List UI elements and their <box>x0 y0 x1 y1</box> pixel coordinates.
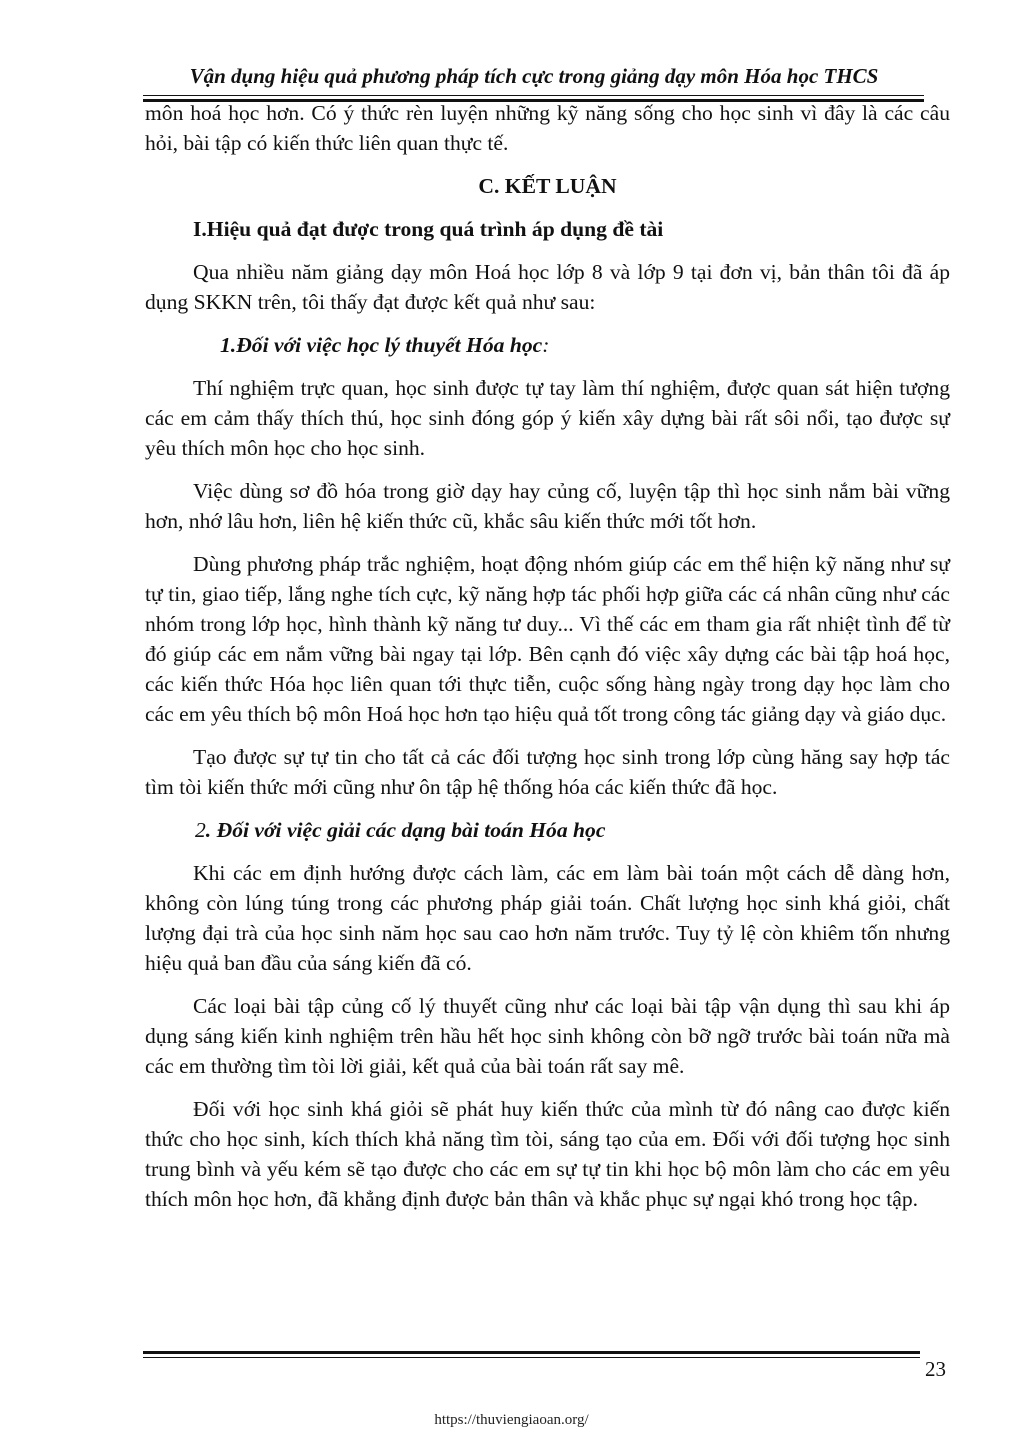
continuation-paragraph: môn hoá học hơn. Có ý thức rèn luyện những kỹ năng sống cho học sinh vì đây là các câu hỏi, bài tập có kiến thức liên quan thực tế. <box>145 101 950 155</box>
footer-rule-thick <box>143 1351 920 1354</box>
subheading-problems-text: . Đối với việc giải các dạng bài toán Hóa học <box>205 818 606 842</box>
intro-paragraph: Qua nhiều năm giảng dạy môn Hoá học lớp 8 và lớp 9 tại đơn vị, bản thân tôi đã áp dụng SKKN trên, tôi thấy đạt được kết quả như sau: <box>145 260 950 314</box>
subheading-problems-number: 2 <box>195 818 206 842</box>
page-number: 23 <box>925 1357 946 1381</box>
footer-rule <box>143 1357 920 1358</box>
problem-paragraph: Đối với học sinh khá giỏi sẽ phát huy kiến thức của mình từ đó nâng cao được kiến thức cho học sinh, kích thích khả năng tìm tòi, sáng tạo của em. Đối với đối tượng học sinh trung bình và yếu kém sẽ tạo được cho các em sự tự tin khi học bộ môn làm cho các em yêu thích môn học hơn, đã khẳng định được bản thân và khắc phục sự ngại khó trong học tập. <box>145 1097 950 1211</box>
problem-paragraph: Các loại bài tập củng cố lý thuyết cũng như các loại bài tập vận dụng thì sau khi áp dụng sáng kiến kinh nghiệm trên hầu hết học sinh không còn bỡ ngỡ trước bài toán nữa mà các em thường tìm tòi lời giải, kết quả của bài toán rất say mê. <box>145 994 950 1078</box>
subheading-theory-text: 1.Đối với việc học lý thuyết Hóa học <box>220 333 543 357</box>
theory-paragraph: Việc dùng sơ đồ hóa trong giờ dạy hay củng cố, luyện tập thì học sinh nắm bài vững hơn, nhớ lâu hơn, liên hệ kiến thức cũ, khắc sâu kiến thức mới tốt hơn. <box>145 479 950 533</box>
theory-paragraph: Thí nghiệm trực quan, học sinh được tự tay làm thí nghiệm, được quan sát hiện tượng các em cảm thấy thích thú, học sinh đóng góp ý kiến xây dựng bài rất sôi nổi, tạo được sự yêu thích môn học cho học sinh. <box>145 376 950 460</box>
section-title: C. KẾT LUẬN <box>478 174 617 198</box>
subheading-theory <box>145 330 950 360</box>
heading-results: I.Hiệu quả đạt được trong quá trình áp dụng đề tài <box>193 217 664 241</box>
document-body <box>145 98 950 1227</box>
running-header: Vận dụng hiệu quả phương pháp tích cực trong giảng dạy môn Hóa học THCS <box>189 64 879 88</box>
subheading-problems <box>145 815 950 845</box>
theory-paragraph: Tạo được sự tự tin cho tất cả các đối tượng học sinh trong lớp cùng hăng say hợp tác tìm tòi kiến thức mới cũng như ôn tập hệ thống hóa các kiến thức đã học. <box>145 745 950 799</box>
header-rule <box>143 95 924 96</box>
subheading-theory-colon: : <box>542 333 550 357</box>
source-url-link[interactable]: https://thuviengiaoan.org/ <box>434 1412 589 1428</box>
problem-paragraph: Khi các em định hướng được cách làm, các em làm bài toán một cách dễ dàng hơn, không còn lúng túng trong các phương pháp giải toán. Chất lượng học sinh khá giỏi, chất lượng đại trà của học sinh năm học sau cao hơn năm trước. Tuy tỷ lệ còn khiêm tốn nhưng hiệu quả ban đầu của sáng kiến đã có. <box>145 861 950 975</box>
theory-paragraph: Dùng phương pháp trắc nghiệm, hoạt động nhóm giúp các em thể hiện kỹ năng như sự tự tin, giao tiếp, lắng nghe tích cực, kỹ năng hợp tác phối hợp giữa các cá nhân cũng như các nhóm trong lớp học, hình thành kỹ năng tư duy... Vì thế các em tham gia rất nhiệt tình để từ đó giúp các em nắm vững bài ngay tại lớp. Bên cạnh đó việc xây dựng các bài tập hoá học, các kiến thức Hóa học liên quan tới thực tiễn, cuộc sống hàng ngày trong dạy học làm cho các em yêu thích bộ môn Hoá học hơn tạo hiệu quả tốt trong công tác giảng dạy và giáo dục. <box>145 552 950 726</box>
